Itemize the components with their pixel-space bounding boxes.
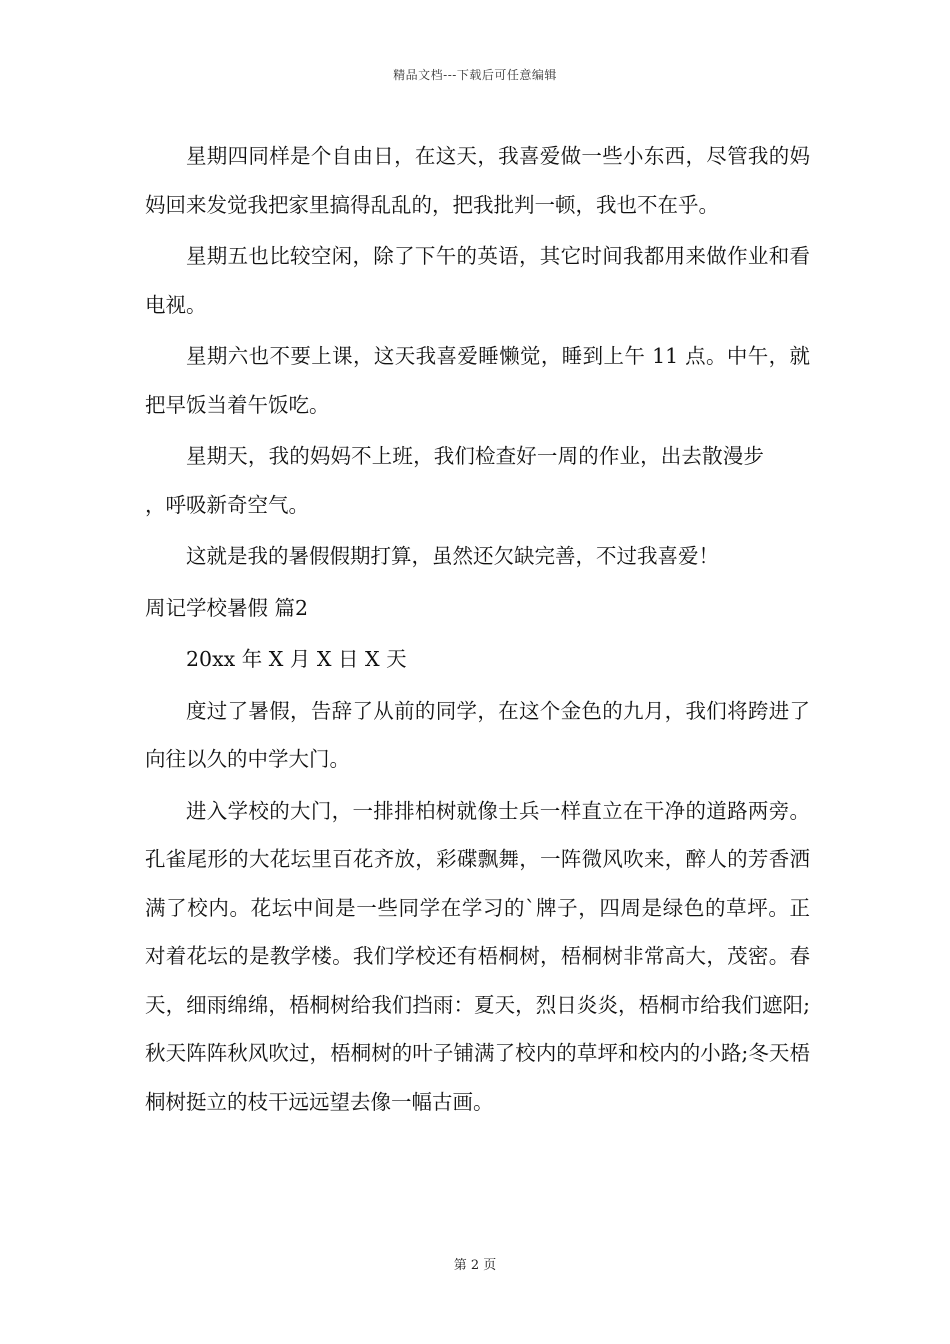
paragraph-sunday: [145, 432, 810, 529]
section-title: 周记学校暑假 篇2: [145, 595, 309, 620]
paragraph-sunday-part2: ，呼吸新奇空气。: [145, 492, 309, 517]
paragraph-thursday: 星期四同样是个自由日，在这天，我喜爱做一些小东西，尽管我的妈妈回来发觉我把家里搞得乱乱的，把我批判一顿，我也不在乎。: [145, 144, 810, 217]
page-header: 精品文档---下载后可任意编辑: [393, 68, 557, 82]
paragraph-friday: 星期五也比较空闲，除了下午的英语，其它时间我都用来做作业和看电视。: [145, 244, 810, 317]
paragraph-school-entry: 度过了暑假，告辞了从前的同学，在这个金色的九月，我们将跨进了向往以久的中学大门。: [145, 698, 810, 771]
paragraph-conclusion: 这就是我的暑假假期打算，虽然还欠缺完善，不过我喜爱！: [186, 544, 719, 568]
document-body: [145, 132, 810, 1129]
page-number: 第 2 页: [453, 1258, 497, 1273]
paragraph-saturday: 星期六也不要上课，这天我喜爱睡懒觉，睡到上午 11 点。中午，就把早饭当着午饭吃。: [145, 344, 810, 417]
paragraph-school-description: 进入学校的大门，一排排柏树就像士兵一样直立在干净的道路两旁。孔雀尾形的大花坛里百花齐放，彩碟飘舞，一阵微风吹来，醉人的芳香洒满了校内。花坛中间是一些同学在学习的`牌子，四周是绿色的草坪。正对着花坛的是教学楼。我们学校还有梧桐树，梧桐树非常高大，茂密。春天，细雨绵绵，梧桐树给我们挡雨：夏天，烈日炎炎，梧桐市给我们遮阳;秋天阵阵秋风吹过，梧桐树的叶子铺满了校内的草坪和校内的小路;冬天梧桐树挺立的枝干远远望去像一幅古画。: [145, 798, 810, 1114]
date-line: 20xx 年 X 月 X 日 X 天: [186, 647, 407, 671]
paragraph-sunday-part1: 星期天，我的妈妈不上班，我们检查好一周的作业，出去散漫步: [186, 444, 764, 468]
